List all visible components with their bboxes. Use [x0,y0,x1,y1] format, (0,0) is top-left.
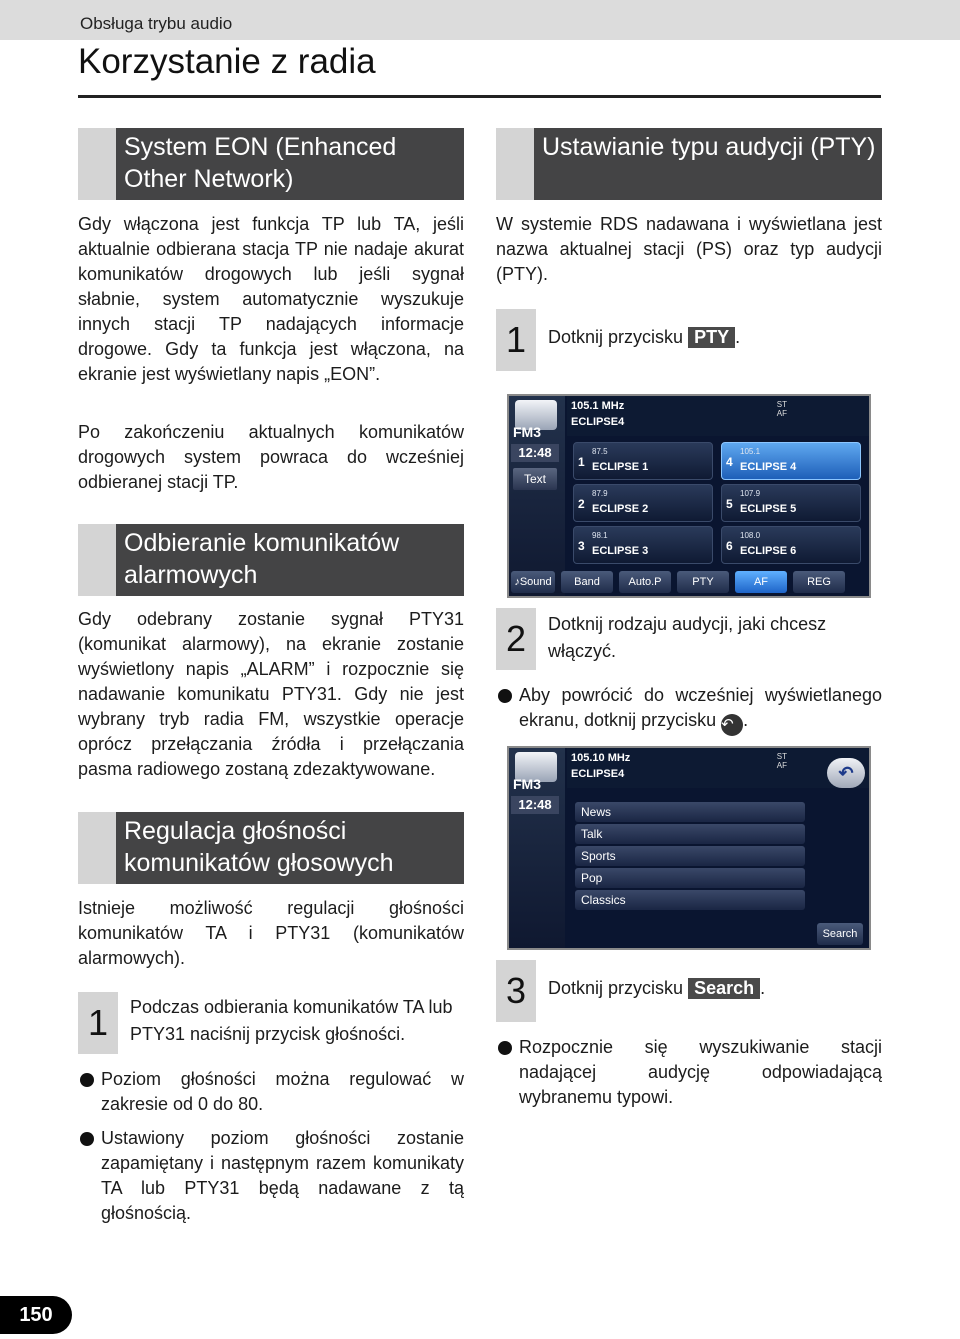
heading-accent [78,812,116,884]
pty-item[interactable]: Classics [575,890,805,910]
heading-text: Odbieranie komunikatów alarmowych [116,524,464,596]
pty-intro: W systemie RDS nadawana i wyświetlana jest nazwa aktualnej stacji (PS) oraz typ audycji (PTY). [496,214,882,284]
preset-station: ECLIPSE 2 [592,503,649,515]
tab-5[interactable]: AF [735,571,787,593]
back-bullet [519,683,882,736]
band-label: FM3 [513,424,541,440]
preset-button[interactable] [721,442,861,480]
af-flag: AF [776,409,787,418]
pty-item[interactable]: News [575,802,805,822]
volume-bullet-1: Poziom głośności można regulować w zakresie od 0 do 80. [101,1069,464,1114]
preset-number: 5 [726,497,733,511]
bullet-dot [498,689,512,703]
preset-frequency: 108.0 [740,531,761,540]
pty-item[interactable]: Talk [575,824,805,844]
search-bullet: Rozpocznie się wyszukiwanie stacji nadającej audycję odpowiadającą wybranemu typowi. [519,1037,882,1107]
station-name: ECLIPSE4 [571,416,625,428]
step-3-text [548,975,882,1002]
volume-bullet-2: Ustawiony poziom głośności zostanie zapamiętany i następnym razem komunikaty TA lub PTY31 będą nadawane z tą głośnością. [101,1128,464,1223]
preset-number: 6 [726,539,733,553]
preset-button[interactable] [721,526,861,564]
preset-button[interactable] [573,526,713,564]
flags [777,400,787,418]
preset-frequency: 87.5 [592,447,608,456]
punct: . [760,978,766,998]
text-button[interactable]: Text [513,468,557,490]
station-info [567,396,869,436]
preset-station: ECLIPSE 5 [740,503,797,515]
punct: . [735,327,741,347]
radio-screen-presets [507,394,871,598]
back-arrow-icon: ↶ [721,714,743,736]
bullet-dot [80,1073,94,1087]
heading-text: Regulacja głośności komunikatów głosowych [116,812,464,884]
search-button[interactable]: Search [817,923,863,945]
tab-2[interactable]: Band [561,571,613,593]
heading-accent [78,524,116,596]
clock: 12:48 [511,444,559,462]
screen-sidebar [509,396,565,596]
eon-paragraph-1: Gdy włączona jest funkcja TP lub TA, jeśli aktualnie odbierana stacja TP nie nadaje akurat komunikatów drogowych lub jeśli sygnał słabnie, system automatycznie wyszukuje innych stacji TP nadających informacje drogowe. Gdy ta funkcja jest włączona, na ekranie jest wyświetlany napis „EON”. [78,214,464,384]
back-arrow-icon[interactable]: ↶ [827,758,865,788]
section-heading-pty [496,128,882,200]
station-name: ECLIPSE4 [571,768,625,780]
tab-1[interactable]: ♪Sound [511,571,555,593]
clock: 12:48 [511,796,559,814]
preset-number: 2 [578,497,585,511]
st-flag: ST [776,400,787,409]
preset-station: ECLIPSE 1 [592,461,649,473]
preset-station: ECLIPSE 3 [592,545,649,557]
screen-sidebar [509,748,565,948]
preset-button[interactable] [573,442,713,480]
step-number: 2 [496,608,536,670]
back-bullet-text: Aby powrócić do wcześniej wyświetlanego ekranu, dotknij przycisku [519,685,882,730]
flags [777,752,787,770]
step-1-text [548,324,882,351]
pty-button-label: PTY [688,327,735,348]
step-1-label: Dotknij przycisku [548,327,684,347]
pty-item[interactable]: Pop [575,868,805,888]
section-heading-volume [78,812,464,884]
band-label: FM3 [513,776,541,792]
preset-frequency: 107.9 [740,489,761,498]
station-info [567,748,869,788]
step-3-label: Dotknij przycisku [548,978,684,998]
search-button-label: Search [688,978,760,999]
step-text: Podczas odbierania komunikatów TA lub PTY31 naciśnij przycisk głośności. [130,997,453,1044]
step-2-text: Dotknij rodzaju audycji, jaki chcesz włączyć. [548,614,827,661]
preset-frequency: 105.1 [740,447,761,456]
preset-number: 1 [578,455,585,469]
breadcrumb: Obsługa trybu audio [80,14,233,33]
tab-6[interactable]: REG [793,571,845,593]
preset-button[interactable] [721,484,861,522]
punct: . [743,710,749,730]
heading-text: System EON (Enhanced Other Network) [116,128,464,200]
frequency: 105.1 MHz [571,400,625,412]
pty-item[interactable]: Sports [575,846,805,866]
page-title: Korzystanie z radia [78,42,376,81]
af-flag: AF [776,761,787,770]
section-heading-alarm [78,524,464,596]
frequency: 105.10 MHz [571,752,631,764]
preset-frequency: 98.1 [592,531,608,540]
st-flag: ST [776,752,787,761]
bullet-dot [80,1132,94,1146]
page-number: 150 [0,1296,72,1334]
step-number: 1 [496,309,536,371]
preset-number: 4 [726,455,733,469]
bullet-dot [498,1041,512,1055]
eon-paragraph-2: Po zakończeniu aktualnych komunikatów drogowych system powraca do wcześniej odbieranej stacji TP. [78,422,464,492]
heading-accent [78,128,116,200]
alarm-paragraph: Gdy odebrany zostanie sygnał PTY31 (komunikat alarmowy), na ekranie zostanie wyświetlony napis „ALARM” i rozpocznie się nadawanie komunikatu PTY31. Gdy nie jest wybrany tryb radia FM, wszystkie operacje oprócz przełączania źródła i przełączania pasma radiowego zostaną zdezaktywowane. [78,609,464,779]
step-number: 1 [78,992,118,1054]
preset-station: ECLIPSE 6 [740,545,797,557]
title-rule [78,95,881,98]
tab-4[interactable]: PTY [677,571,729,593]
preset-station: ECLIPSE 4 [740,461,797,473]
section-heading-eon [78,128,464,200]
step-number: 3 [496,960,536,1022]
radio-screen-pty-list [507,746,871,950]
volume-paragraph: Istnieje możliwość regulacji głośności komunikatów TA i PTY31 (komunikatów alarmowych). [78,898,464,968]
preset-number: 3 [578,539,585,553]
heading-accent [496,128,534,200]
tab-3[interactable]: Auto.P [619,571,671,593]
preset-frequency: 87.9 [592,489,608,498]
preset-button[interactable] [573,484,713,522]
heading-text: Ustawianie typu audycji (PTY) [534,128,882,200]
